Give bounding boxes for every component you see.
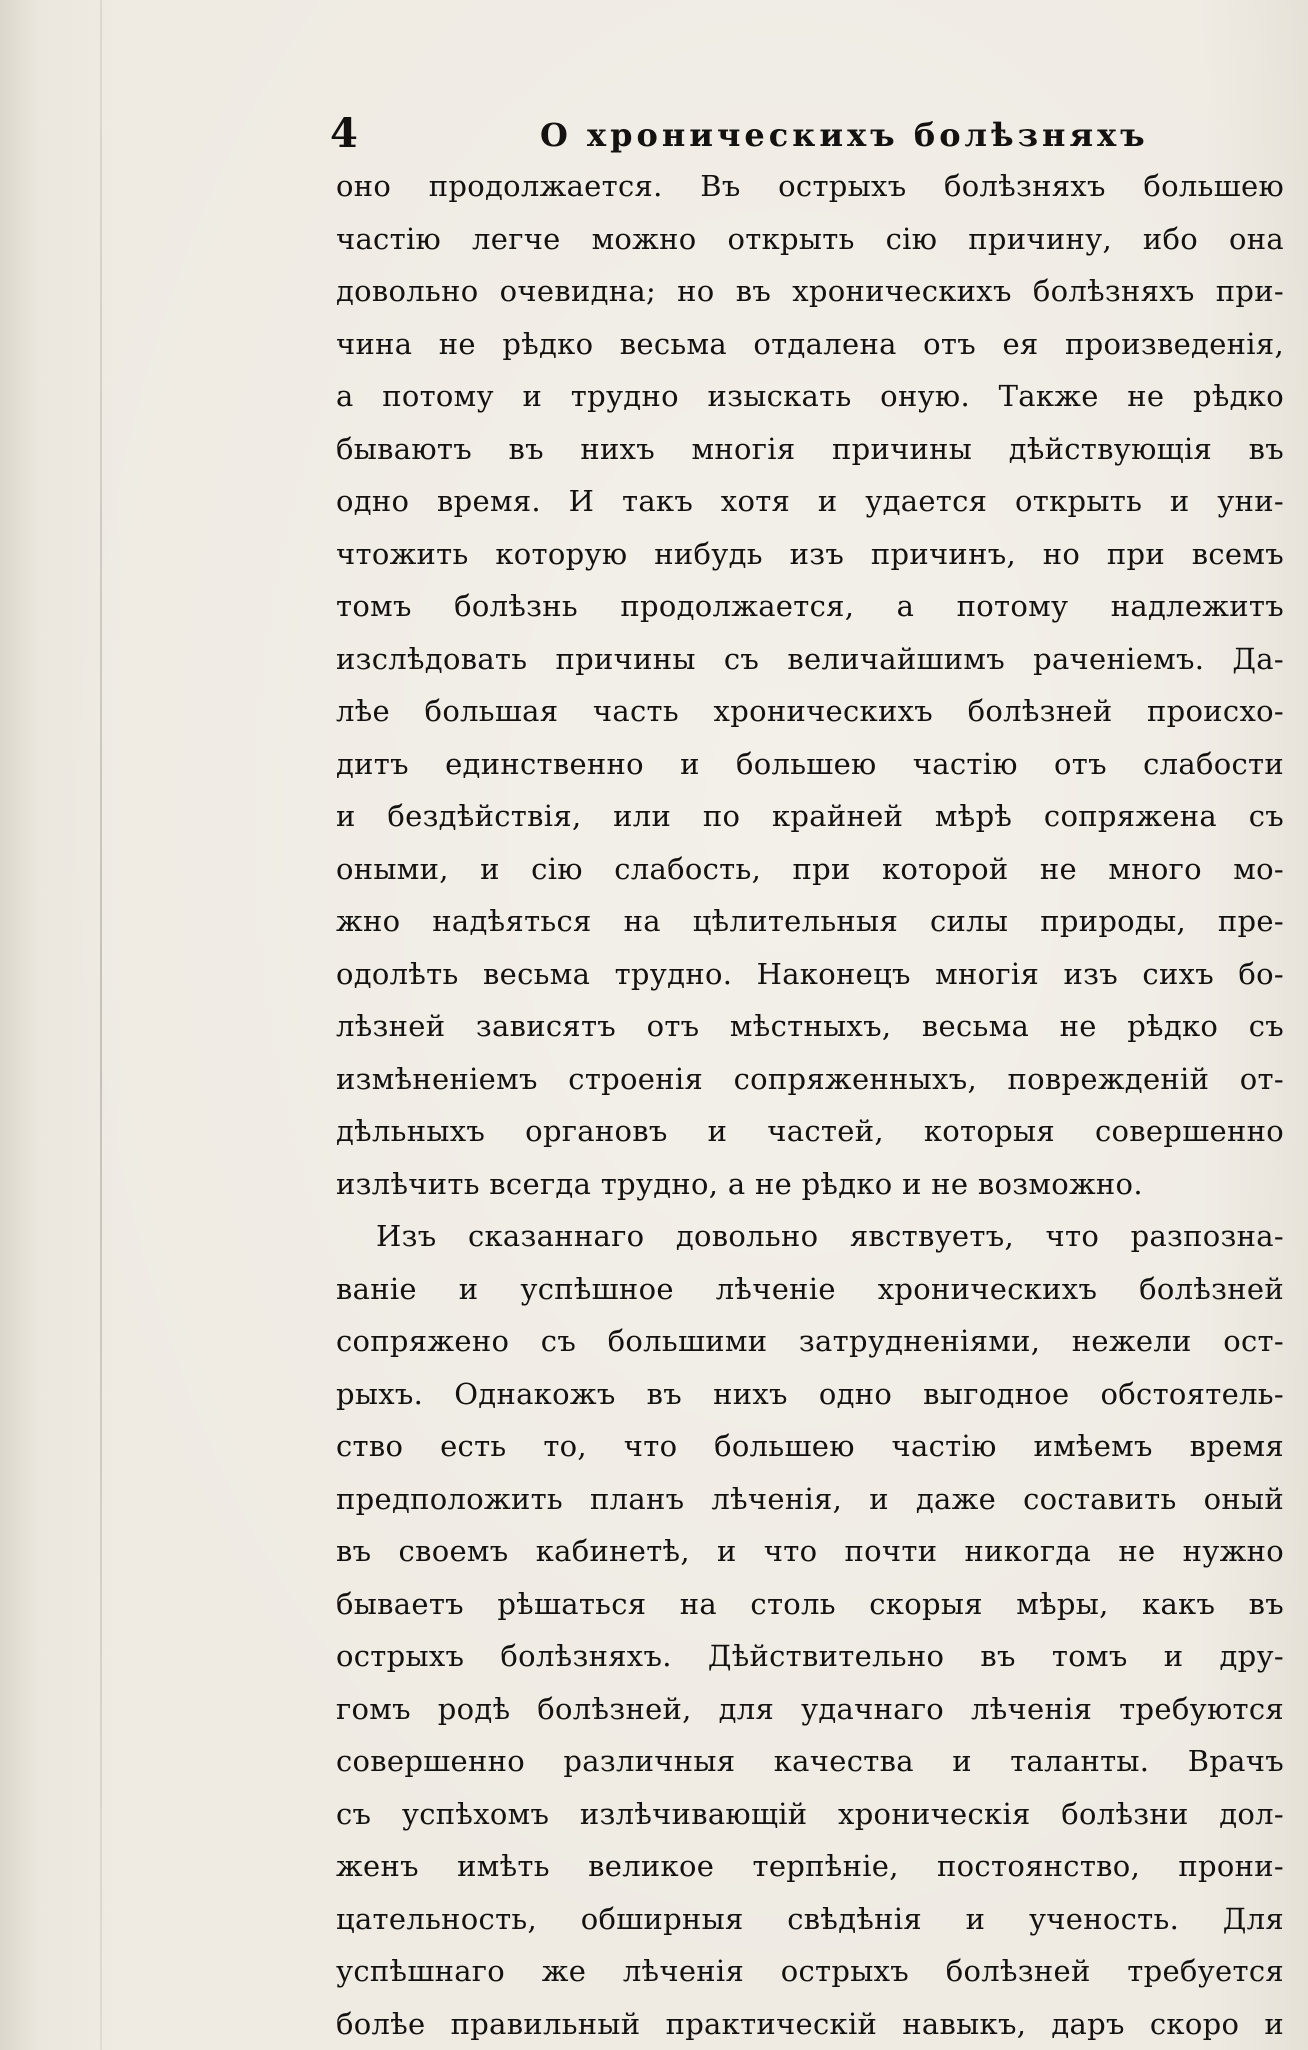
text-line: совершенно различныя качества и таланты. Врачъ — [336, 1744, 1284, 1778]
text-line: лѣе большая часть хроническихъ болѣзней происхо- — [336, 694, 1284, 728]
text-line: гомъ родѣ болѣзней, для удачнаго лѣченія требуются — [336, 1691, 1284, 1726]
text-line: довольно очевидна; но въ хроническихъ болѣзняхъ при- — [336, 274, 1284, 308]
running-title: О хроническихъ болѣзняхъ — [540, 116, 1149, 154]
text-line: рыхъ. Однакожъ въ нихъ одно выгодное обстоятель- — [336, 1376, 1284, 1411]
text-line: одолѣть весьма трудно. Наконецъ многія изъ сихъ бо- — [336, 956, 1284, 991]
text-line: женъ имѣть великое терпѣніе, постоянство, прони- — [336, 1849, 1284, 1883]
text-line: частію легче можно открыть сію причину, ибо она — [336, 221, 1284, 256]
text-line: оными, и сію слабость, при которой не много мо- — [336, 851, 1284, 886]
text-line: и бездѣйствія, или по крайней мѣрѣ сопряжена съ — [336, 799, 1284, 833]
text-line: съ успѣхомъ излѣчивающій хроническія болѣзни дол- — [336, 1796, 1284, 1831]
text-line: ваніе и успѣшное лѣченіе хроническихъ болѣзней — [336, 1271, 1284, 1306]
text-line: оно продолжается. Въ острыхъ болѣзняхъ большею — [336, 169, 1284, 203]
text-line: въ своемъ кабинетѣ, и что почти никогда не нужно — [336, 1534, 1284, 1568]
text-line: изслѣдовать причины съ величайшимъ раченіемъ. Да- — [336, 641, 1284, 676]
text-line: дѣльныхъ органовъ и частей, которыя совершенно — [336, 1114, 1284, 1148]
text-line: острыхъ болѣзняхъ. Дѣйствительно въ томъ и дру- — [336, 1639, 1284, 1673]
paragraph-start-line: Изъ сказаннаго довольно явствуетъ, что разпозна- — [376, 1219, 1284, 1253]
text-line: одно время. И такъ хотя и удается открыть и уни- — [336, 484, 1284, 518]
text-line: сопряжено съ большими затрудненіями, нежели ост- — [336, 1324, 1284, 1358]
text-line: дитъ единственно и большею частію отъ слабости — [336, 746, 1284, 781]
body-text — [336, 160, 1284, 2050]
text-line: измѣненіемъ строенія сопряженныхъ, поврежденій от- — [336, 1061, 1284, 1096]
text-line: жно надѣяться на цѣлительныя силы природы, пре- — [336, 904, 1284, 938]
text-line: бываетъ рѣшаться на столь скорыя мѣры, какъ въ — [336, 1586, 1284, 1621]
text-line: цательность, обширныя свѣдѣнія и ученость. Для — [336, 1901, 1284, 1936]
text-line: чтожить которую нибудь изъ причинъ, но при всемъ — [336, 536, 1284, 571]
text-line: предположить планъ лѣченія, и даже составить оный — [336, 1481, 1284, 1516]
text-line: чина не рѣдко весьма отдалена отъ ея произведенія, — [336, 326, 1284, 361]
text-line: лѣзней зависятъ отъ мѣстныхъ, весьма не рѣдко съ — [336, 1009, 1284, 1043]
text-line: излѣчить всегда трудно, а не рѣдко и не возможно. — [336, 1166, 1143, 1201]
text-line: а потому и трудно изыскать оную. Также не рѣдко — [336, 379, 1284, 413]
page-gutter-shadow — [100, 0, 102, 2050]
text-line: болѣе правильный практическій навыкъ, даръ скоро и — [336, 2006, 1284, 2041]
text-line: ство есть то, что большею частію имѣемъ время — [336, 1429, 1284, 1463]
text-line: бываютъ въ нихъ многія причины дѣйствующія въ — [336, 431, 1284, 466]
page-number: 4 — [330, 110, 359, 157]
text-line: успѣшнаго же лѣченія острыхъ болѣзней требуется — [336, 1954, 1284, 1988]
text-line: томъ болѣзнь продолжается, а потому надлежитъ — [336, 589, 1284, 623]
